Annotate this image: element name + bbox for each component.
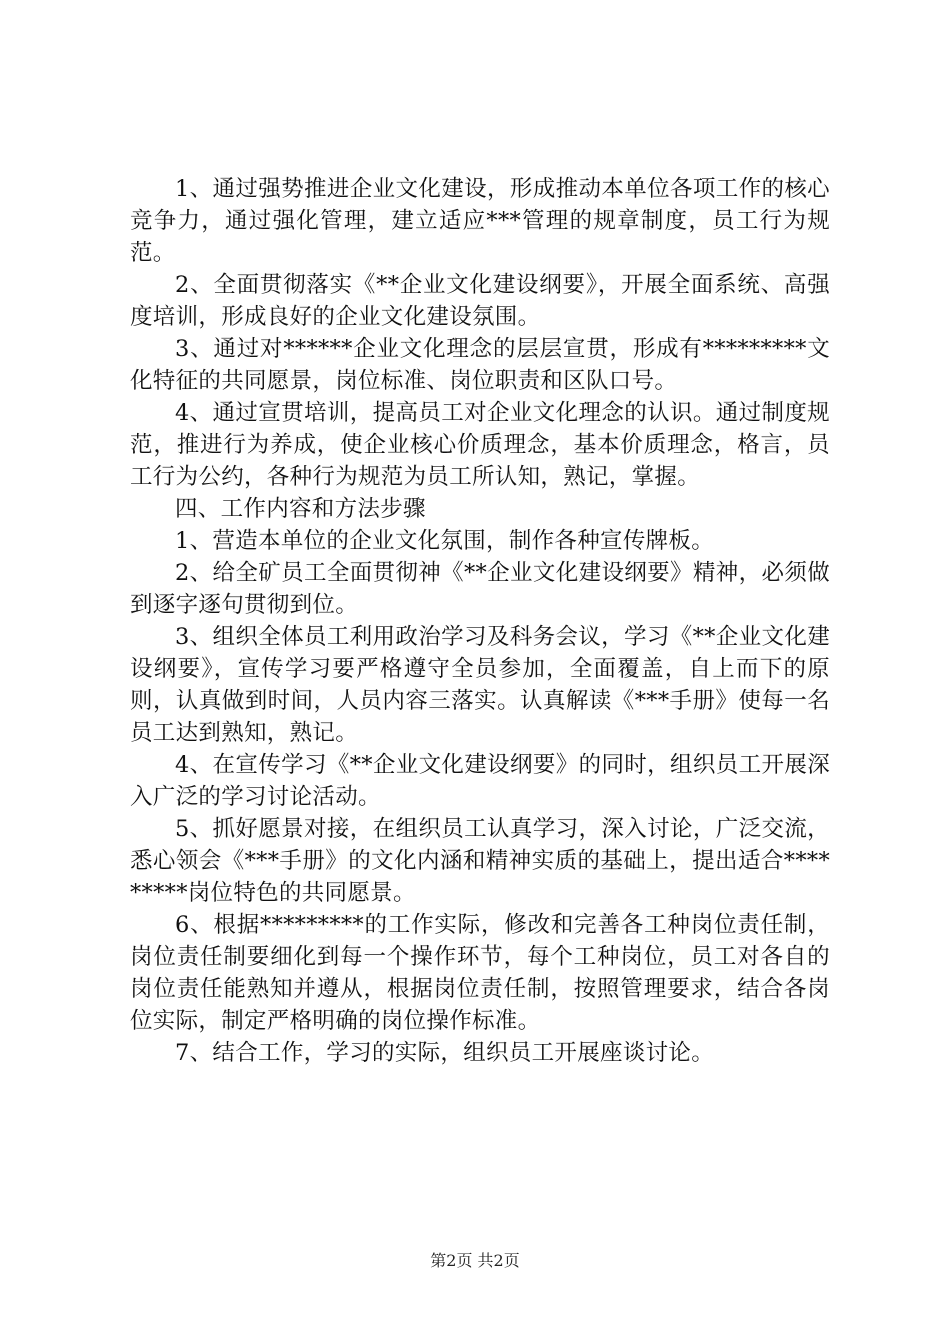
paragraph: 6、根据*********的工作实际，修改和完善各工种岗位责任制，岗位责任制要细化到每一个操作环节，每个工种岗位，员工对各自的岗位责任能熟知并遵从，根据岗位责任制，按照管理要求，结合各岗位实际，制定严格明确的岗位操作标准。: [130, 912, 830, 1034]
document-body: [130, 173, 830, 1069]
paragraph: 4、在宣传学习《**企业文化建设纲要》的同时，组织员工开展深入广泛的学习讨论活动。: [130, 752, 830, 810]
paragraph: 5、抓好愿景对接，在组织员工认真学习，深入讨论，广泛交流，悉心领会《***手册》的文化内涵和精神实质的基础上，提出适合*********岗位特色的共同愿景。: [130, 816, 830, 906]
paragraph: 3、通过对******企业文化理念的层层宣贯，形成有*********文化特征的共同愿景，岗位标准、岗位职责和区队口号。: [130, 336, 830, 394]
paragraph: 7、结合工作，学习的实际，组织员工开展座谈讨论。: [175, 1040, 715, 1066]
paragraph: 3、组织全体员工利用政治学习及科务会议，学习《**企业文化建设纲要》，宣传学习要严格遵守全员参加，全面覆盖，自上而下的原则，认真做到时间，人员内容三落实。认真解读《***手册》使每一名员工达到熟知，熟记。: [130, 624, 830, 746]
page-number-footer: 第2页 共2页: [430, 1251, 520, 1270]
paragraph: 1、营造本单位的企业文化氛围，制作各种宣传牌板。: [175, 528, 715, 554]
section-heading: 四、工作内容和方法步骤: [175, 496, 426, 522]
paragraph: 2、全面贯彻落实《**企业文化建设纲要》，开展全面系统、高强度培训，形成良好的企业文化建设氛围。: [130, 272, 830, 330]
paragraph: 1、通过强势推进企业文化建设，形成推动本单位各项工作的核心竞争力，通过强化管理，建立适应***管理的规章制度，员工行为规范。: [130, 176, 830, 266]
paragraph: 4、通过宣贯培训，提高员工对企业文化理念的认识。通过制度规范，推进行为养成，使企业核心价质理念，基本价质理念，格言，员工行为公约，各种行为规范为员工所认知，熟记，掌握。: [130, 400, 830, 490]
paragraph: 2、给全矿员工全面贯彻神《**企业文化建设纲要》精神，必须做到逐字逐句贯彻到位。: [130, 560, 830, 618]
